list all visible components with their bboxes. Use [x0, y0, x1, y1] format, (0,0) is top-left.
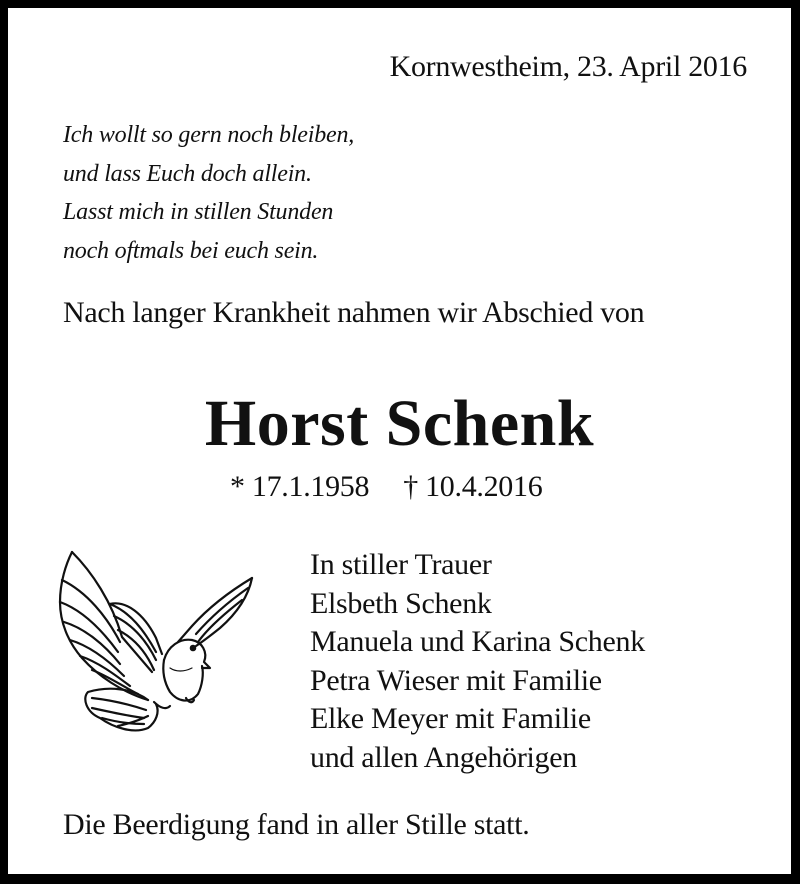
mourner-line: In stiller Trauer: [310, 548, 492, 581]
poem-line: und lass Euch doch allein.: [63, 160, 312, 187]
deceased-name: Horst Schenk: [204, 387, 595, 460]
obituary-notice: [8, 8, 791, 874]
intro-text: Nach langer Krankheit nahmen wir Abschied von: [63, 296, 645, 329]
place-and-date: Kornwestheim, 23. April 2016: [389, 50, 747, 83]
mourner-line: Elsbeth Schenk: [310, 586, 492, 620]
life-dates: [230, 470, 542, 504]
poem-line: noch oftmals bei euch sein.: [63, 237, 319, 264]
mourner-line: Manuela und Karina Schenk: [310, 625, 645, 659]
poem-line: Lasst mich in stillen Stunden: [63, 199, 334, 225]
mourner-line: und allen Angehörigen: [310, 740, 577, 774]
mourner-line: Elke Meyer mit Familie: [310, 702, 591, 736]
dove-icon: [52, 542, 272, 742]
poem: [63, 116, 354, 270]
poem-line: Ich wollt so gern noch bleiben,: [63, 122, 355, 148]
mourners-list: [310, 546, 645, 778]
mourner-line: Petra Wieser mit Familie: [310, 663, 602, 697]
death-date: † 10.4.2016: [403, 470, 543, 503]
funeral-note: Die Beerdigung fand in aller Stille statt.: [63, 808, 530, 841]
birth-date: * 17.1.1958: [230, 470, 370, 503]
